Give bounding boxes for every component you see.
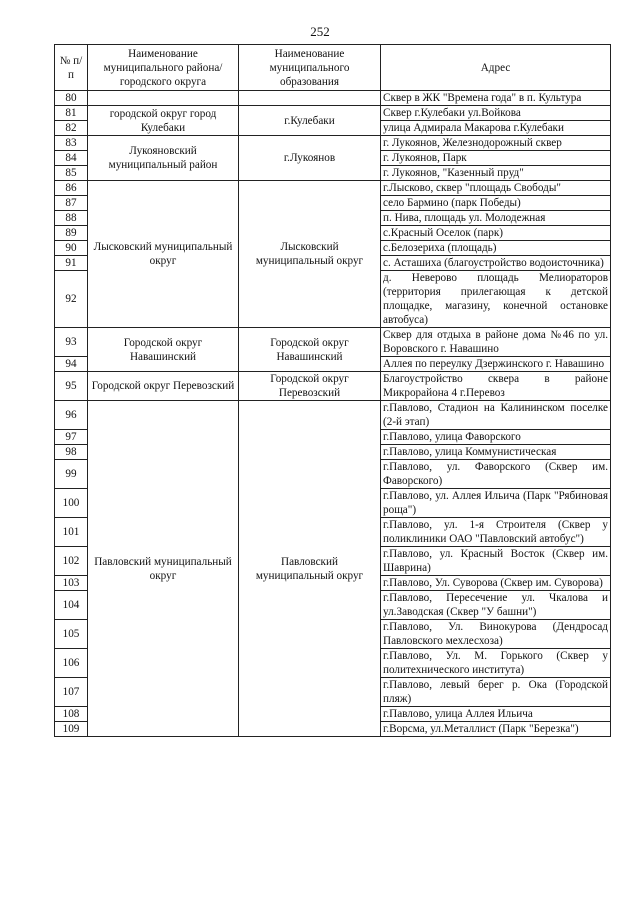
address-cell: г.Павлово, ул. Фаворского (Сквер им. Фаворского) <box>381 460 611 489</box>
address-cell: г.Павлово, левый берег р. Ока (Городской пляж) <box>381 678 611 707</box>
row-number: 99 <box>55 460 88 489</box>
table-body <box>55 91 611 737</box>
municipality-cell <box>239 91 381 106</box>
row-number: 88 <box>55 211 88 226</box>
municipality-cell: Павловский муниципальный округ <box>239 401 381 737</box>
address-cell: Аллея по переулку Дзержинского г. Навашино <box>381 357 611 372</box>
district-cell: Лысковский муниципальный округ <box>88 181 239 328</box>
district-cell: городской округ город Кулебаки <box>88 106 239 136</box>
row-number: 105 <box>55 620 88 649</box>
address-cell: Благоустройство сквера в районе Микрорайона 4 г.Перевоз <box>381 372 611 401</box>
address-cell: г.Павлово, ул. Аллея Ильича (Парк "Рябиновая роща") <box>381 489 611 518</box>
header-district: Наименование муниципального района/ городского округа <box>88 45 239 91</box>
address-cell: г.Павлово, Ул. М. Горького (Сквер у политехнического института) <box>381 649 611 678</box>
district-cell: Лукояновский муниципальный район <box>88 136 239 181</box>
address-cell: г.Павлово, Ул. Винокурова (Дендросад Павловского мехлесхоза) <box>381 620 611 649</box>
address-cell: г.Павлово, улица Аллея Ильича <box>381 707 611 722</box>
page-number: 252 <box>310 24 330 39</box>
row-number: 106 <box>55 649 88 678</box>
row-number: 104 <box>55 591 88 620</box>
row-number: 91 <box>55 256 88 271</box>
row-number: 103 <box>55 576 88 591</box>
address-cell: с.Красный Оселок (парк) <box>381 226 611 241</box>
row-number: 85 <box>55 166 88 181</box>
row-number: 98 <box>55 445 88 460</box>
header-address: Адрес <box>381 45 611 91</box>
row-number: 80 <box>55 91 88 106</box>
municipality-cell: Городской округ Перевозский <box>239 372 381 401</box>
table-row <box>55 106 611 121</box>
address-cell: г.Павлово, Пересечение ул. Чкалова и ул.Заводская (Сквер "У башни") <box>381 591 611 620</box>
address-cell: Сквер в ЖК "Времена года" в п. Культура <box>381 91 611 106</box>
row-number: 93 <box>55 328 88 357</box>
row-number: 83 <box>55 136 88 151</box>
row-number: 108 <box>55 707 88 722</box>
row-number: 89 <box>55 226 88 241</box>
table-row <box>55 328 611 357</box>
address-cell: село Бармино (парк Победы) <box>381 196 611 211</box>
municipality-cell: Лысковский муниципальный округ <box>239 181 381 328</box>
row-number: 90 <box>55 241 88 256</box>
header-num: № п/п <box>55 45 88 91</box>
district-cell: Городской округ Перевозский <box>88 372 239 401</box>
row-number: 101 <box>55 518 88 547</box>
row-number: 87 <box>55 196 88 211</box>
address-cell: с.Белозериха (площадь) <box>381 241 611 256</box>
row-number: 107 <box>55 678 88 707</box>
municipal-table <box>54 44 611 737</box>
row-number: 82 <box>55 121 88 136</box>
table-row <box>55 181 611 196</box>
row-number: 84 <box>55 151 88 166</box>
row-number: 96 <box>55 401 88 430</box>
address-cell: с. Асташиха (благоустройство водоисточника) <box>381 256 611 271</box>
address-cell: Сквер г.Кулебаки ул.Войкова <box>381 106 611 121</box>
row-number: 92 <box>55 271 88 328</box>
address-cell: г.Павлово, улица Фаворского <box>381 430 611 445</box>
table-row <box>55 136 611 151</box>
district-cell: Павловский муниципальный округ <box>88 401 239 737</box>
municipality-cell: г.Лукоянов <box>239 136 381 181</box>
table-row <box>55 372 611 401</box>
address-cell: г.Лысково, сквер "площадь Свободы" <box>381 181 611 196</box>
address-cell: г.Павлово, ул. Красный Восток (Сквер им. Шаврина) <box>381 547 611 576</box>
row-number: 86 <box>55 181 88 196</box>
row-number: 81 <box>55 106 88 121</box>
address-cell: г.Павлово, Стадион на Калининском поселке (2-й этап) <box>381 401 611 430</box>
address-cell: г.Ворсма, ул.Металлист (Парк "Березка") <box>381 722 611 737</box>
table-row <box>55 91 611 106</box>
row-number: 94 <box>55 357 88 372</box>
address-cell: г.Павлово, ул. 1-я Строителя (Сквер у поликлиники ОАО "Павловский автобус") <box>381 518 611 547</box>
district-cell <box>88 91 239 106</box>
row-number: 100 <box>55 489 88 518</box>
address-cell: улица Адмирала Макарова г.Кулебаки <box>381 121 611 136</box>
address-cell: г. Лукоянов, Парк <box>381 151 611 166</box>
header-municipality: Наименование муниципального образования <box>239 45 381 91</box>
address-cell: Сквер для отдыха в районе дома №46 по ул. Воровского г. Навашино <box>381 328 611 357</box>
municipality-cell: Городской округ Навашинский <box>239 328 381 372</box>
address-cell: г.Павлово, Ул. Суворова (Сквер им. Суворова) <box>381 576 611 591</box>
address-cell: г. Лукоянов, "Казенный пруд" <box>381 166 611 181</box>
address-cell: г.Павлово, улица Коммунистическая <box>381 445 611 460</box>
row-number: 95 <box>55 372 88 401</box>
table-header-row <box>55 45 611 91</box>
row-number: 102 <box>55 547 88 576</box>
row-number: 109 <box>55 722 88 737</box>
address-cell: п. Нива, площадь ул. Молодежная <box>381 211 611 226</box>
municipality-cell: г.Кулебаки <box>239 106 381 136</box>
address-cell: г. Лукоянов, Железнодорожный сквер <box>381 136 611 151</box>
district-cell: Городской округ Навашинский <box>88 328 239 372</box>
table-row <box>55 401 611 430</box>
row-number: 97 <box>55 430 88 445</box>
address-cell: д. Неверово площадь Мелиораторов (территория прилегающая к детской площадке, магазину, конечной остановке автобуса) <box>381 271 611 328</box>
